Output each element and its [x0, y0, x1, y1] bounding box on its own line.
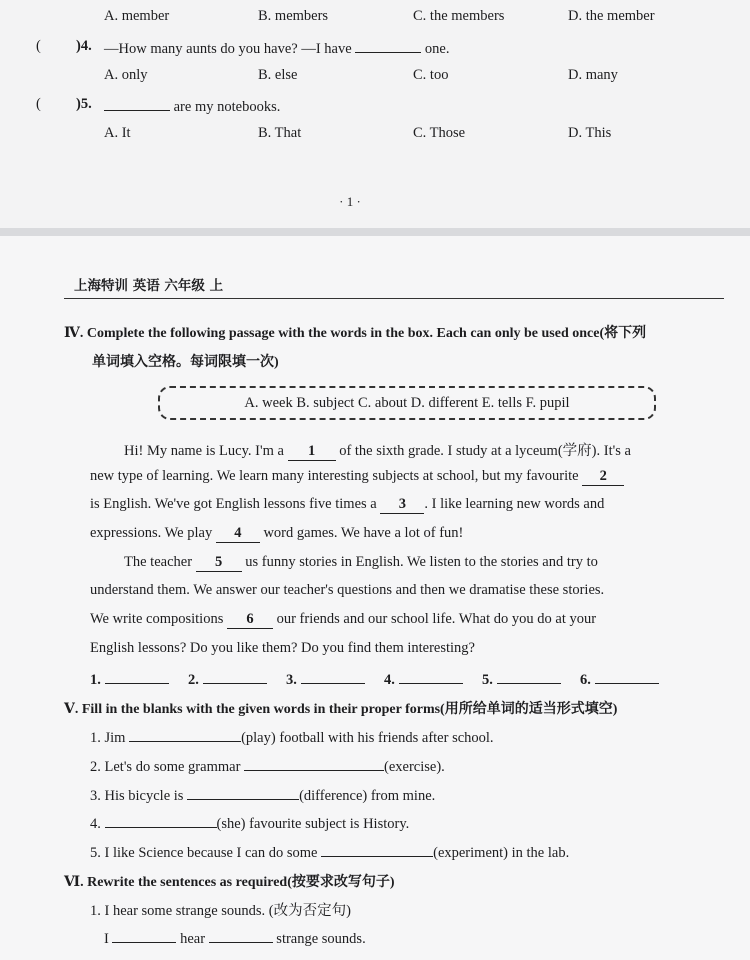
- header-rule: [64, 298, 724, 299]
- section4-title-line1: Ⅳ. Complete the following passage with the words in the box. Each can only be used once(将下列: [64, 326, 647, 341]
- item-text: 3. His bicycle is: [90, 788, 184, 804]
- passage-line-3: [90, 496, 604, 514]
- passage-text: word games. We have a lot of fun!: [263, 525, 464, 541]
- item-text: (difference) from mine.: [299, 788, 436, 804]
- section5-item-5: [90, 842, 569, 862]
- section5-blank-1[interactable]: [129, 727, 241, 742]
- answer-blank-6[interactable]: [595, 669, 659, 684]
- item-text: 5. I like Science because I can do some: [90, 845, 318, 861]
- section5-title: Ⅴ. Fill in the blanks with the given words in their proper forms(用所给单词的适当形式填空): [64, 702, 618, 717]
- passage-text: new type of learning. We learn many interesting subjects at school, but my favourite: [90, 468, 579, 484]
- q3-option-c: C. the members: [413, 8, 505, 24]
- passage-line-6: understand them. We answer our teacher's questions and then we dramatise these stories.: [90, 582, 605, 598]
- answer-label-3: 3.: [286, 669, 365, 689]
- q5-option-a: A. It: [104, 125, 131, 141]
- passage-line-2: [90, 468, 624, 486]
- answer-label-2: 2.: [188, 669, 267, 689]
- answer-label-6: 6.: [580, 669, 659, 689]
- q5-option-b: B. That: [258, 125, 302, 141]
- q3-option-a: A. member: [104, 8, 170, 24]
- section6-blank-2[interactable]: [209, 928, 273, 943]
- section5-item-4: [90, 813, 409, 833]
- running-header: 上海特训 英语 六年级 上: [74, 278, 224, 294]
- passage-blank-1[interactable]: 1: [288, 443, 336, 461]
- q5-blank[interactable]: [104, 96, 170, 111]
- item-text: 1. Jim: [90, 730, 126, 746]
- passage-blank-2[interactable]: 2: [582, 468, 624, 486]
- q4-text-after: one.: [424, 41, 450, 57]
- answer-blank-4[interactable]: [399, 669, 463, 684]
- passage-blank-5[interactable]: 5: [196, 554, 242, 572]
- previous-page: [0, 0, 750, 228]
- passage-text: The teacher: [124, 554, 193, 570]
- passage-blank-6[interactable]: 6: [227, 611, 273, 629]
- q4-option-b: B. else: [258, 67, 298, 83]
- page-separator: [0, 228, 750, 236]
- section6-blank-1[interactable]: [112, 928, 176, 943]
- answer-text: I: [104, 931, 109, 947]
- q5-number: )5.: [76, 96, 92, 112]
- passage-blank-3[interactable]: 3: [380, 496, 424, 514]
- section5-blank-4[interactable]: [105, 813, 217, 828]
- item-text: 4.: [90, 816, 101, 832]
- section5-item-2: [90, 756, 445, 776]
- q4-paren: (: [36, 38, 41, 54]
- q5-option-d: D. This: [568, 125, 612, 141]
- passage-text: We write compositions: [90, 611, 224, 627]
- passage-line-4: [90, 525, 463, 543]
- section6-title: Ⅵ. Rewrite the sentences as required(按要求改写句子): [64, 875, 395, 890]
- q4-option-a: A. only: [104, 67, 148, 83]
- answer-blank-5[interactable]: [497, 669, 561, 684]
- section5-item-3: [90, 785, 435, 805]
- q4-number: )4.: [76, 38, 92, 54]
- passage-text: Hi! My name is Lucy. I'm a: [124, 443, 284, 459]
- answer-blank-2[interactable]: [203, 669, 267, 684]
- q5-paren: (: [36, 96, 41, 112]
- q4-question: [104, 38, 449, 58]
- item-text: (exercise).: [384, 759, 445, 775]
- answer-blank-3[interactable]: [301, 669, 365, 684]
- section4-title-line2: 单词填入空格。每词限填一次): [92, 355, 279, 370]
- passage-text: is English. We've got English lessons five times a: [90, 496, 377, 512]
- answer-label-5: 5.: [482, 669, 561, 689]
- passage-line-7: [90, 611, 596, 629]
- q4-option-c: C. too: [413, 67, 449, 83]
- answer-text: hear: [180, 931, 206, 947]
- item-text: (experiment) in the lab.: [433, 845, 570, 861]
- item-text: 2. Let's do some grammar: [90, 759, 241, 775]
- passage-line-5: [124, 554, 598, 572]
- answer-label-4: 4.: [384, 669, 463, 689]
- section6-item-1: 1. I hear some strange sounds. (改为否定句): [90, 903, 351, 919]
- passage-line-8: English lessons? Do you like them? Do you find them interesting?: [90, 640, 475, 656]
- q5-question: [104, 96, 280, 116]
- word-box: [158, 386, 656, 420]
- passage-text: our friends and our school life. What do you do at your: [276, 611, 597, 627]
- q4-blank[interactable]: [355, 38, 421, 53]
- q5-text: are my notebooks.: [173, 99, 281, 115]
- q4-option-d: D. many: [568, 67, 618, 83]
- passage-blank-4[interactable]: 4: [216, 525, 260, 543]
- q3-option-d: D. the member: [568, 8, 655, 24]
- passage-text: us funny stories in English. We listen to the stories and try to: [245, 554, 598, 570]
- section5-blank-5[interactable]: [321, 842, 433, 857]
- section6-item-1-answer: [104, 928, 366, 948]
- passage-text: expressions. We play: [90, 525, 213, 541]
- passage-line-1: [124, 439, 631, 461]
- word-box-options: A. week B. subject C. about D. different E. tells F. pupil: [244, 395, 570, 411]
- passage-text: of the sixth grade. I study at a lyceum(学府). It's a: [339, 443, 631, 459]
- answer-blank-1[interactable]: [105, 669, 169, 684]
- q5-option-c: C. Those: [413, 125, 466, 141]
- q4-text: —How many aunts do you have? —I have: [104, 41, 352, 57]
- q3-option-b: B. members: [258, 8, 329, 24]
- passage-text: . I like learning new words and: [424, 496, 605, 512]
- item-text: (play) football with his friends after school.: [241, 730, 494, 746]
- item-text: (she) favourite subject is History.: [216, 816, 410, 832]
- section5-blank-3[interactable]: [187, 785, 299, 800]
- answer-label-1: 1.: [90, 669, 169, 689]
- section5-item-1: [90, 727, 494, 747]
- section5-blank-2[interactable]: [244, 756, 384, 771]
- answer-text: strange sounds.: [276, 931, 366, 947]
- page-number: · 1 ·: [339, 194, 361, 209]
